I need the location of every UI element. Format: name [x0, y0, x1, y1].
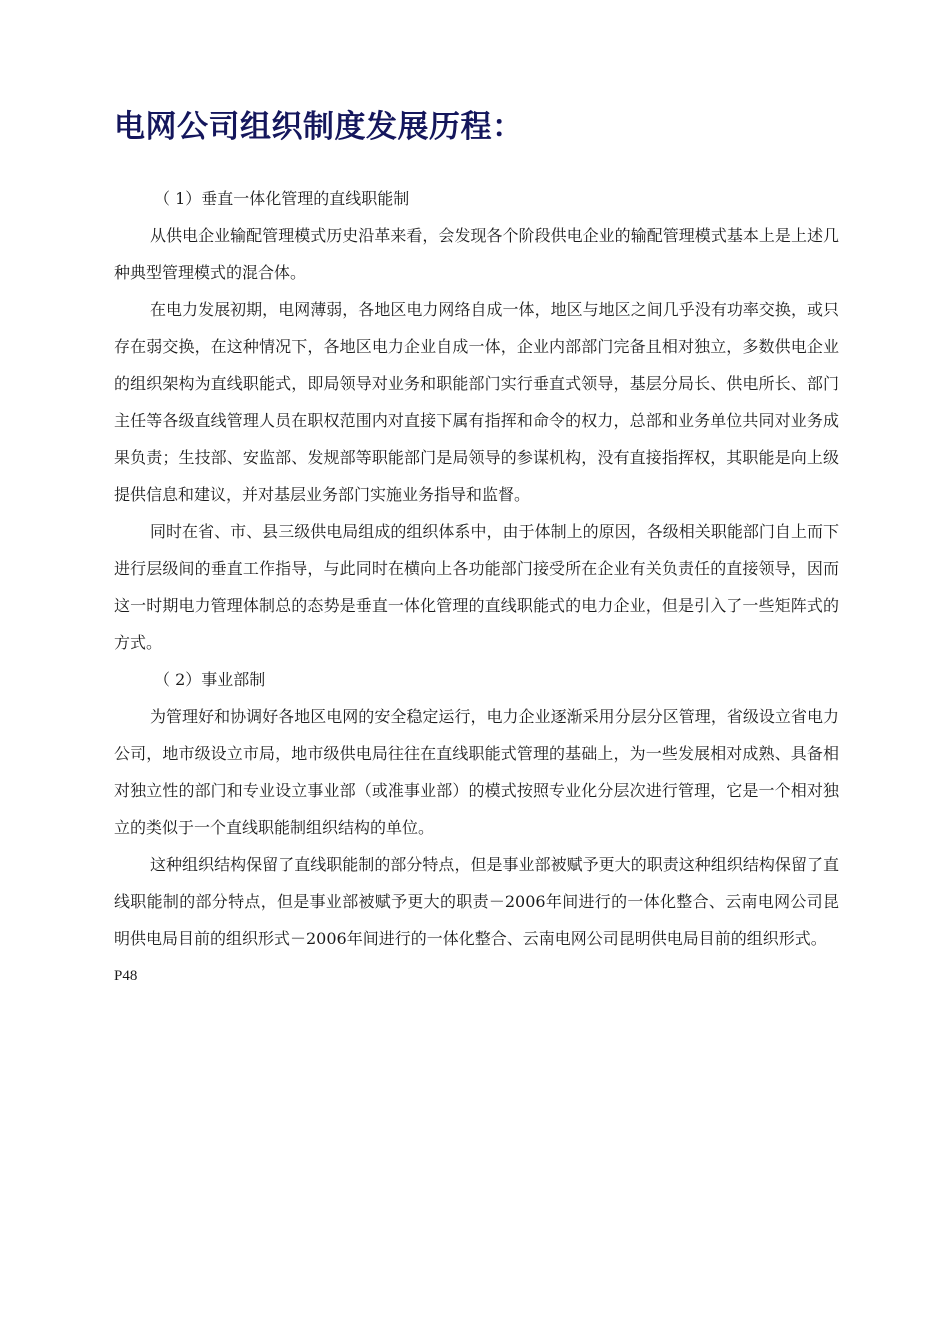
document-page — [114, 96, 839, 991]
paragraph-5: 这种组织结构保留了直线职能制的部分特点，但是事业部被赋予更大的职责这种组织结构保留了直线职能制的部分特点，但是事业部被赋予更大的职责－2006年间进行的一体化整合、云南电网公司昆明供电局目前的组织形式－2006年间进行的一体化整合、云南电网公司昆明供电局目前的组织形式。 — [114, 855, 839, 948]
paragraph-2: 在电力发展初期，电网薄弱，各地区电力网络自成一体，地区与地区之间几乎没有功率交换，或只存在弱交换，在这种情况下，各地区电力企业自成一体，企业内部部门完备且相对独立，多数供电企业的组织架构为直线职能式，即局领导对业务和职能部门实行垂直式领导，基层分局长、供电所长、部门主任等各级直线管理人员在职权范围内对直接下属有指挥和命令的权力，总部和业务单位共同对业务成果负责；生技部、安监部、发规部等职能部门是局领导的参谋机构，没有直接指挥权，其职能是向上级提供信息和建议，并对基层业务部门实施业务指导和监督。 — [114, 300, 839, 504]
paragraph-1: 从供电企业输配管理模式历史沿革来看，会发现各个阶段供电企业的输配管理模式基本上是上述几种典型管理模式的混合体。 — [114, 226, 839, 282]
document-title: 电网公司组织制度发展历程： — [114, 109, 524, 145]
paragraph-4: 为管理好和协调好各地区电网的安全稳定运行，电力企业逐渐采用分层分区管理，省级设立省电力公司，地市级设立市局，地市级供电局往往在直线职能式管理的基础上，为一些发展相对成熟、具备相对独立性的部门和专业设立事业部（或准事业部）的模式按照专业化分层次进行管理，它是一个相对独立的类似于一个直线职能制组织结构的单位。 — [114, 707, 839, 837]
page-number: P48 — [114, 968, 138, 984]
section-heading-2: （ 2）事业部制 — [154, 670, 266, 689]
section-heading-1: （ 1）垂直一体化管理的直线职能制 — [154, 189, 410, 208]
paragraph-3: 同时在省、市、县三级供电局组成的组织体系中，由于体制上的原因，各级相关职能部门自上而下进行层级间的垂直工作指导，与此同时在横向上各功能部门接受所在企业有关负责任的直接领导，因而这一时期电力管理体制总的态势是垂直一体化管理的直线职能式的电力企业，但是引入了一些矩阵式的方式。 — [114, 522, 839, 652]
